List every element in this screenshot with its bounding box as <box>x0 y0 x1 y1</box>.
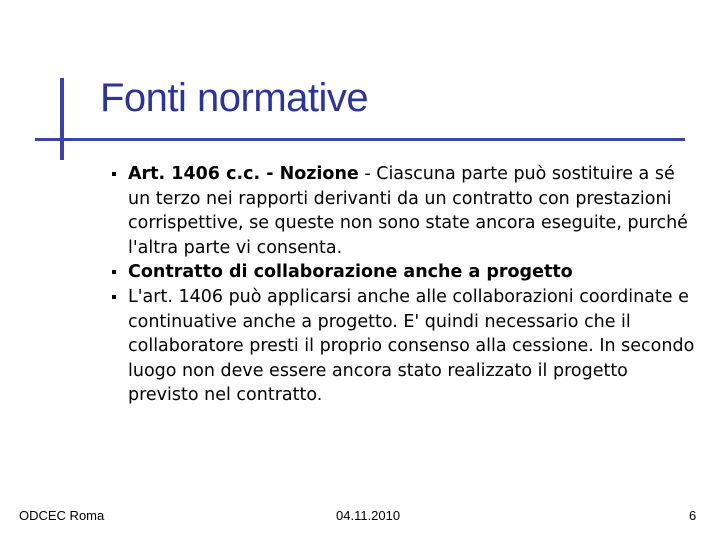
decorative-vertical-rule <box>60 78 64 160</box>
bullet-heading: Contratto di collaborazione anche a progetto <box>128 262 573 283</box>
square-bullet-icon <box>112 270 116 274</box>
footer-date: 04.11.2010 <box>336 508 401 523</box>
bullet-text: L'art. 1406 può applicarsi anche alle collaborazioni coordinate e continuative anche a progetto. E' quindi necessario che il collaboratore presti il proprio consenso alla cessione. In secondo luogo non deve essere ancora stato realizzato il progetto previsto nel contratto. <box>128 286 695 406</box>
footer-organization: ODCEC Roma <box>19 508 105 523</box>
decorative-horizontal-rule <box>35 138 685 141</box>
bullet-list <box>110 162 695 408</box>
bullet-item <box>110 285 695 408</box>
square-bullet-icon <box>112 172 116 176</box>
bullet-heading: Art. 1406 c.c. - Nozione <box>128 164 359 184</box>
bullet-item <box>110 260 695 285</box>
bullet-item <box>110 162 695 260</box>
square-bullet-icon <box>112 295 116 299</box>
footer-page-number: 6 <box>689 508 697 523</box>
bullet-text: - Ciascuna parte può sostituire a sé un terzo nei rapporti derivanti da un contratto con prestazioni corrispettive, se queste non sono state ancora eseguite, purché l'altra parte vi consenta. <box>128 164 688 258</box>
slide-title: Fonti normative <box>100 76 369 120</box>
